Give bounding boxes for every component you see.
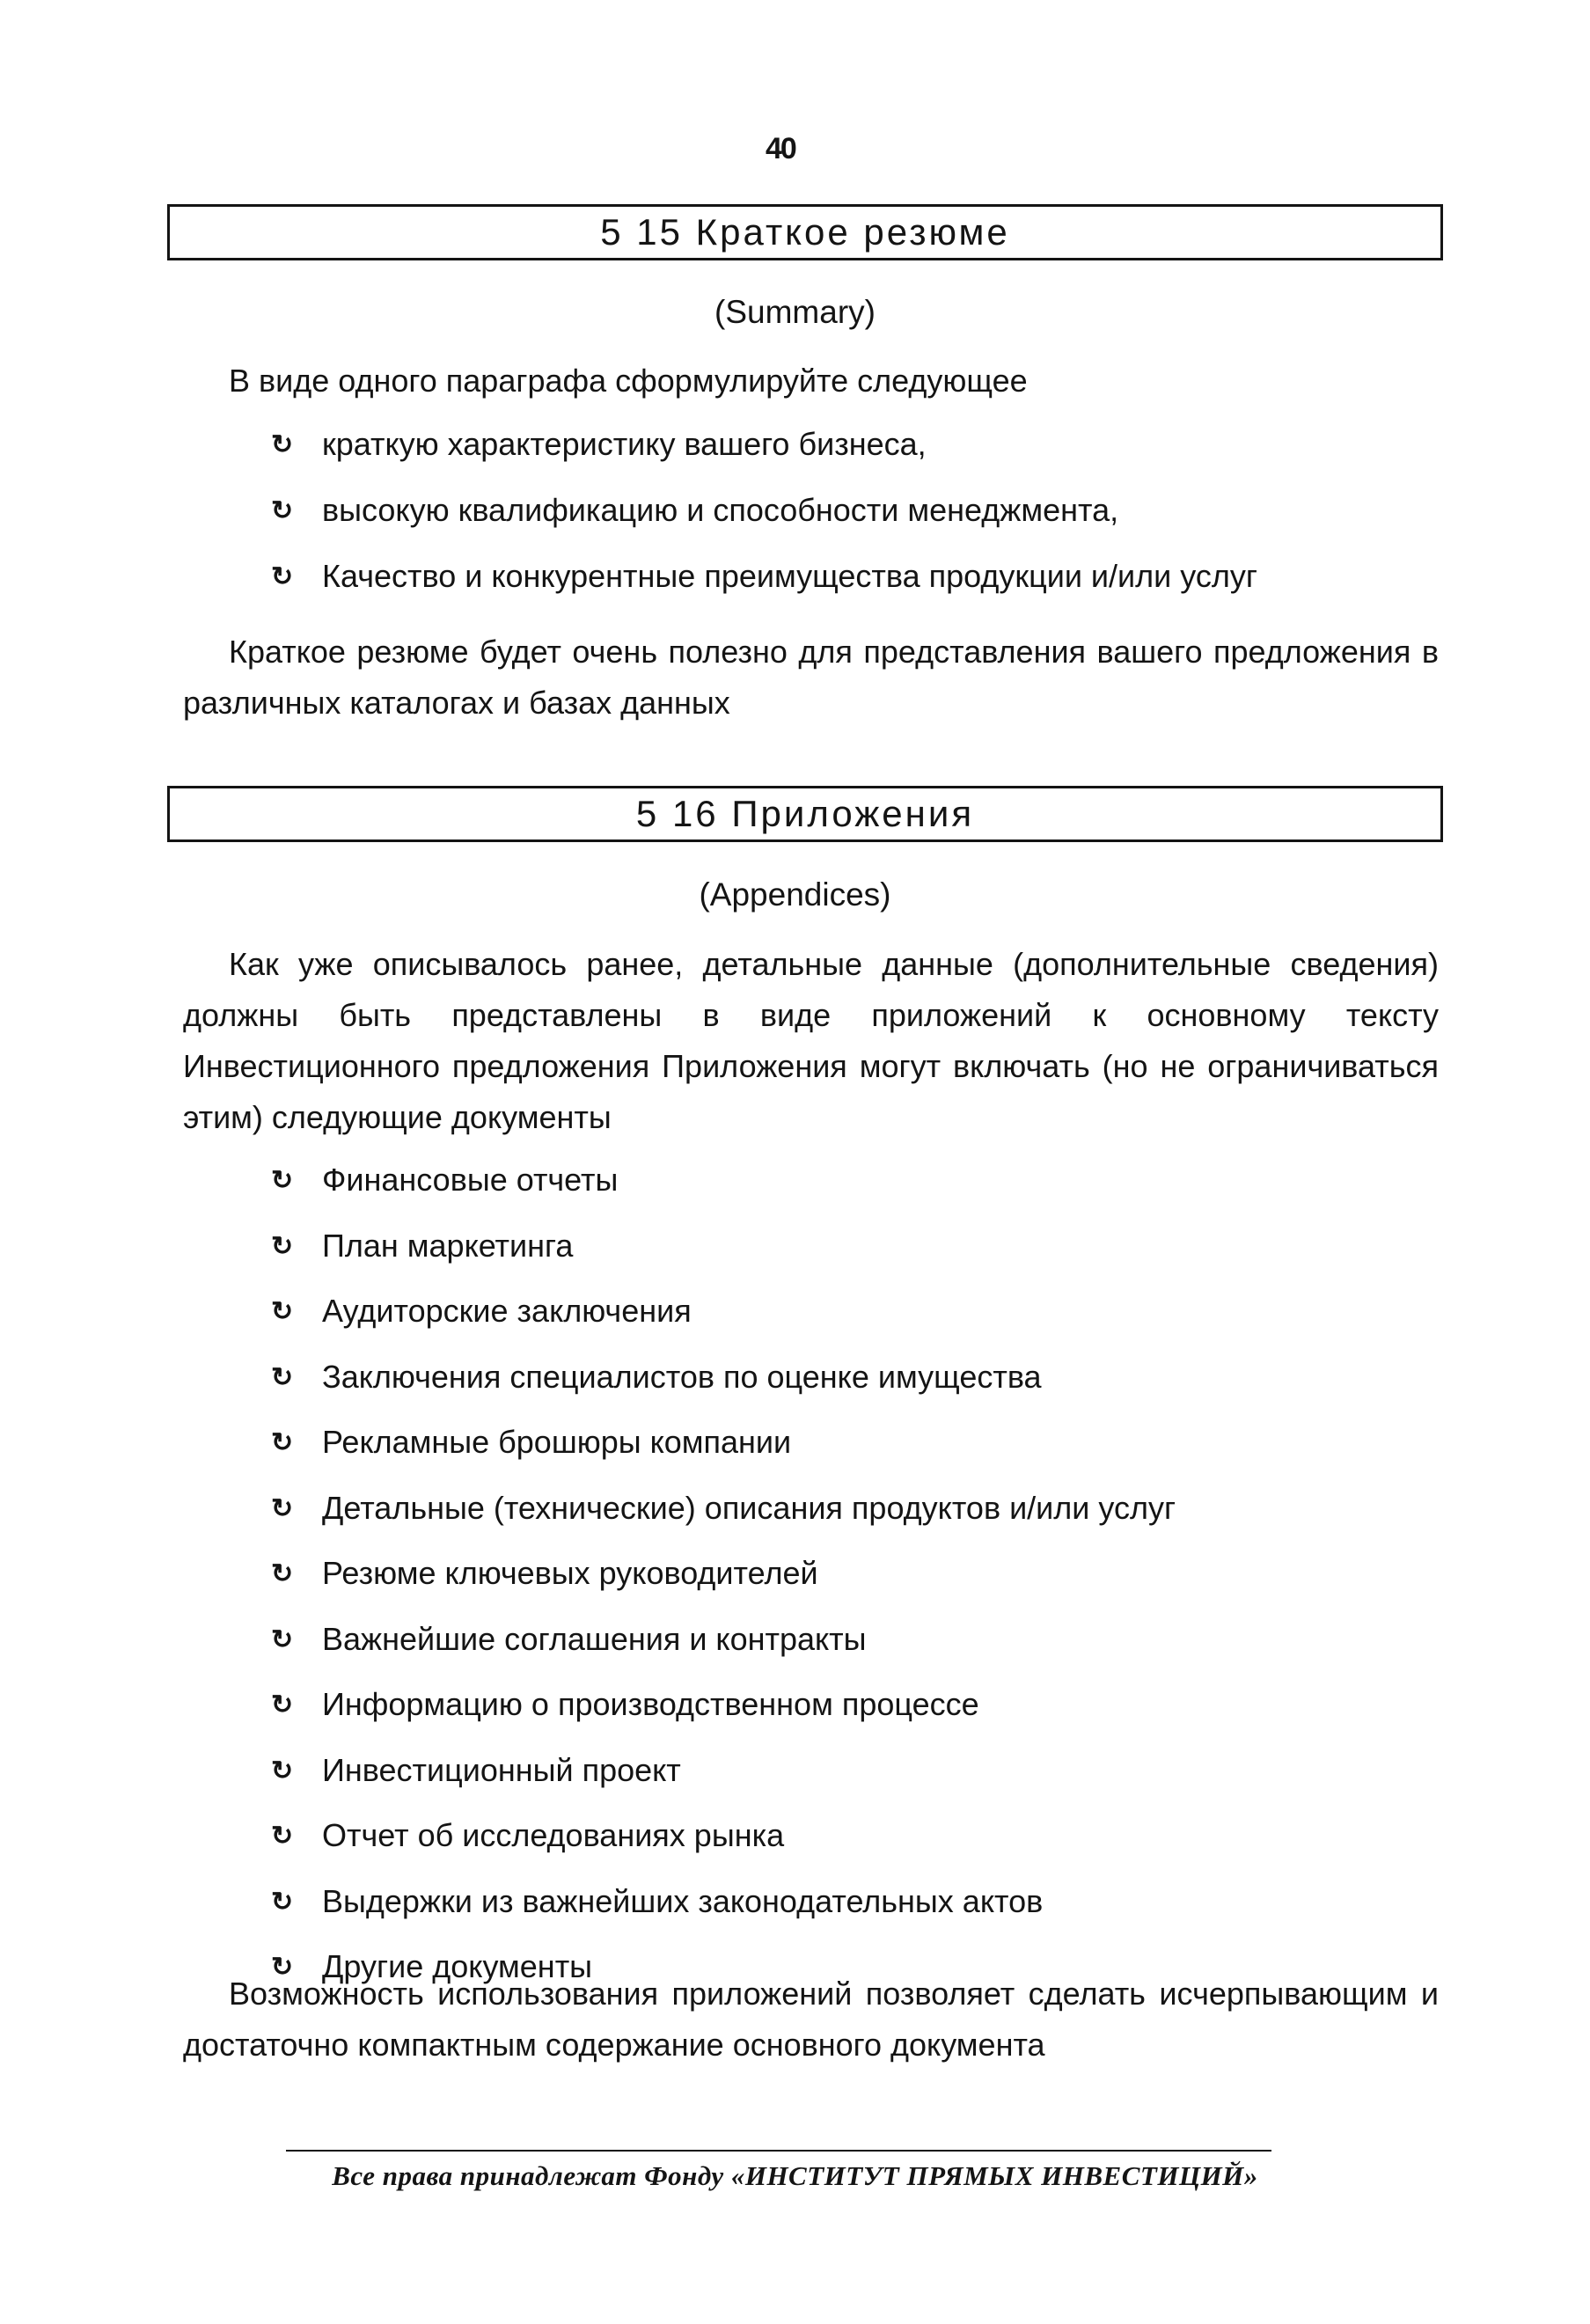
footer-copyright: Все права принадлежат Фонду «ИНСТИТУТ ПРЯМЫХ ИНВЕСТИЦИЙ» (332, 2160, 1258, 2191)
list-item: ↻ Информацию о производственном процессе (271, 1683, 1176, 1748)
page-number: 40 (766, 132, 795, 165)
list-item: ↻ Детальные (технические) описания продуктов и/или услуг (271, 1486, 1176, 1552)
circle-arrow-icon: ↻ (271, 1953, 294, 1982)
list-item: ↻ Другие документы (271, 1945, 1176, 2011)
list-item: ↻ краткую характеристику вашего бизнеса, (271, 422, 1257, 488)
list-item: ↻ Важнейшие соглашения и контракты (271, 1617, 1176, 1683)
section-title: 5 16 Приложения (635, 793, 975, 834)
list-item: ↻ Аудиторские заключения (271, 1289, 1176, 1355)
circle-arrow-icon: ↻ (271, 1822, 294, 1851)
list-item: ↻ Выдержки из важнейших законодательных актов (271, 1880, 1176, 1946)
circle-arrow-icon: ↻ (271, 1756, 294, 1785)
list-item: ↻ Резюме ключевых руководителей (271, 1551, 1176, 1617)
list-item: ↻ Отчет об исследованиях рынка (271, 1814, 1176, 1880)
circle-arrow-icon: ↻ (271, 1887, 294, 1917)
section-title: 5 15 Краткое резюме (600, 211, 1010, 253)
circle-arrow-icon: ↻ (271, 1559, 294, 1588)
list-item: ↻ высокую квалификацию и способности менеджмента, (271, 488, 1257, 554)
footer-divider (286, 2150, 1271, 2152)
circle-arrow-icon: ↻ (271, 430, 294, 459)
section-header-appendices (167, 786, 1443, 842)
circle-arrow-icon: ↻ (271, 496, 294, 525)
list-item: ↻ Качество и конкурентные преимущества продукции и/или услуг (271, 554, 1257, 620)
summary-bullet-list (271, 422, 1257, 620)
circle-arrow-icon: ↻ (271, 1297, 294, 1326)
circle-arrow-icon: ↻ (271, 1624, 294, 1654)
section-subtitle: (Summary) (714, 294, 876, 330)
closing-paragraph: Возможность использования приложений позволяет сделать исчерпывающим и достаточно компактным содержание основного документа (183, 1976, 1439, 2063)
circle-arrow-icon: ↻ (271, 1231, 294, 1261)
intro-paragraph: В виде одного параграфа сформулируйте следующее (229, 363, 1028, 399)
circle-arrow-icon: ↻ (271, 1362, 294, 1392)
list-item: ↻ Инвестиционный проект (271, 1748, 1176, 1814)
list-item: ↻ Финансовые отчеты (271, 1158, 1176, 1224)
list-item: ↻ Заключения специалистов по оценке имущества (271, 1355, 1176, 1421)
intro-paragraph: Как уже описывалось ранее, детальные данные (дополнительные сведения) должны быть представлены в виде приложений к основному тексту Инвестиционного предложения Приложения могут включать (но не ограничиваться этим) следующие документы (183, 946, 1439, 1135)
section-header-summary (167, 204, 1443, 260)
list-item: ↻ План маркетинга (271, 1224, 1176, 1290)
appendix-bullet-list (271, 1158, 1176, 2011)
closing-paragraph: Краткое резюме будет очень полезно для представления вашего предложения в различных каталогах и базах данных (183, 634, 1439, 721)
circle-arrow-icon: ↻ (271, 562, 294, 591)
section-subtitle: (Appendices) (699, 876, 891, 913)
circle-arrow-icon: ↻ (271, 1428, 294, 1457)
circle-arrow-icon: ↻ (271, 1493, 294, 1523)
list-item: ↻ Рекламные брошюры компании (271, 1420, 1176, 1486)
circle-arrow-icon: ↻ (271, 1690, 294, 1719)
circle-arrow-icon: ↻ (271, 1166, 294, 1195)
